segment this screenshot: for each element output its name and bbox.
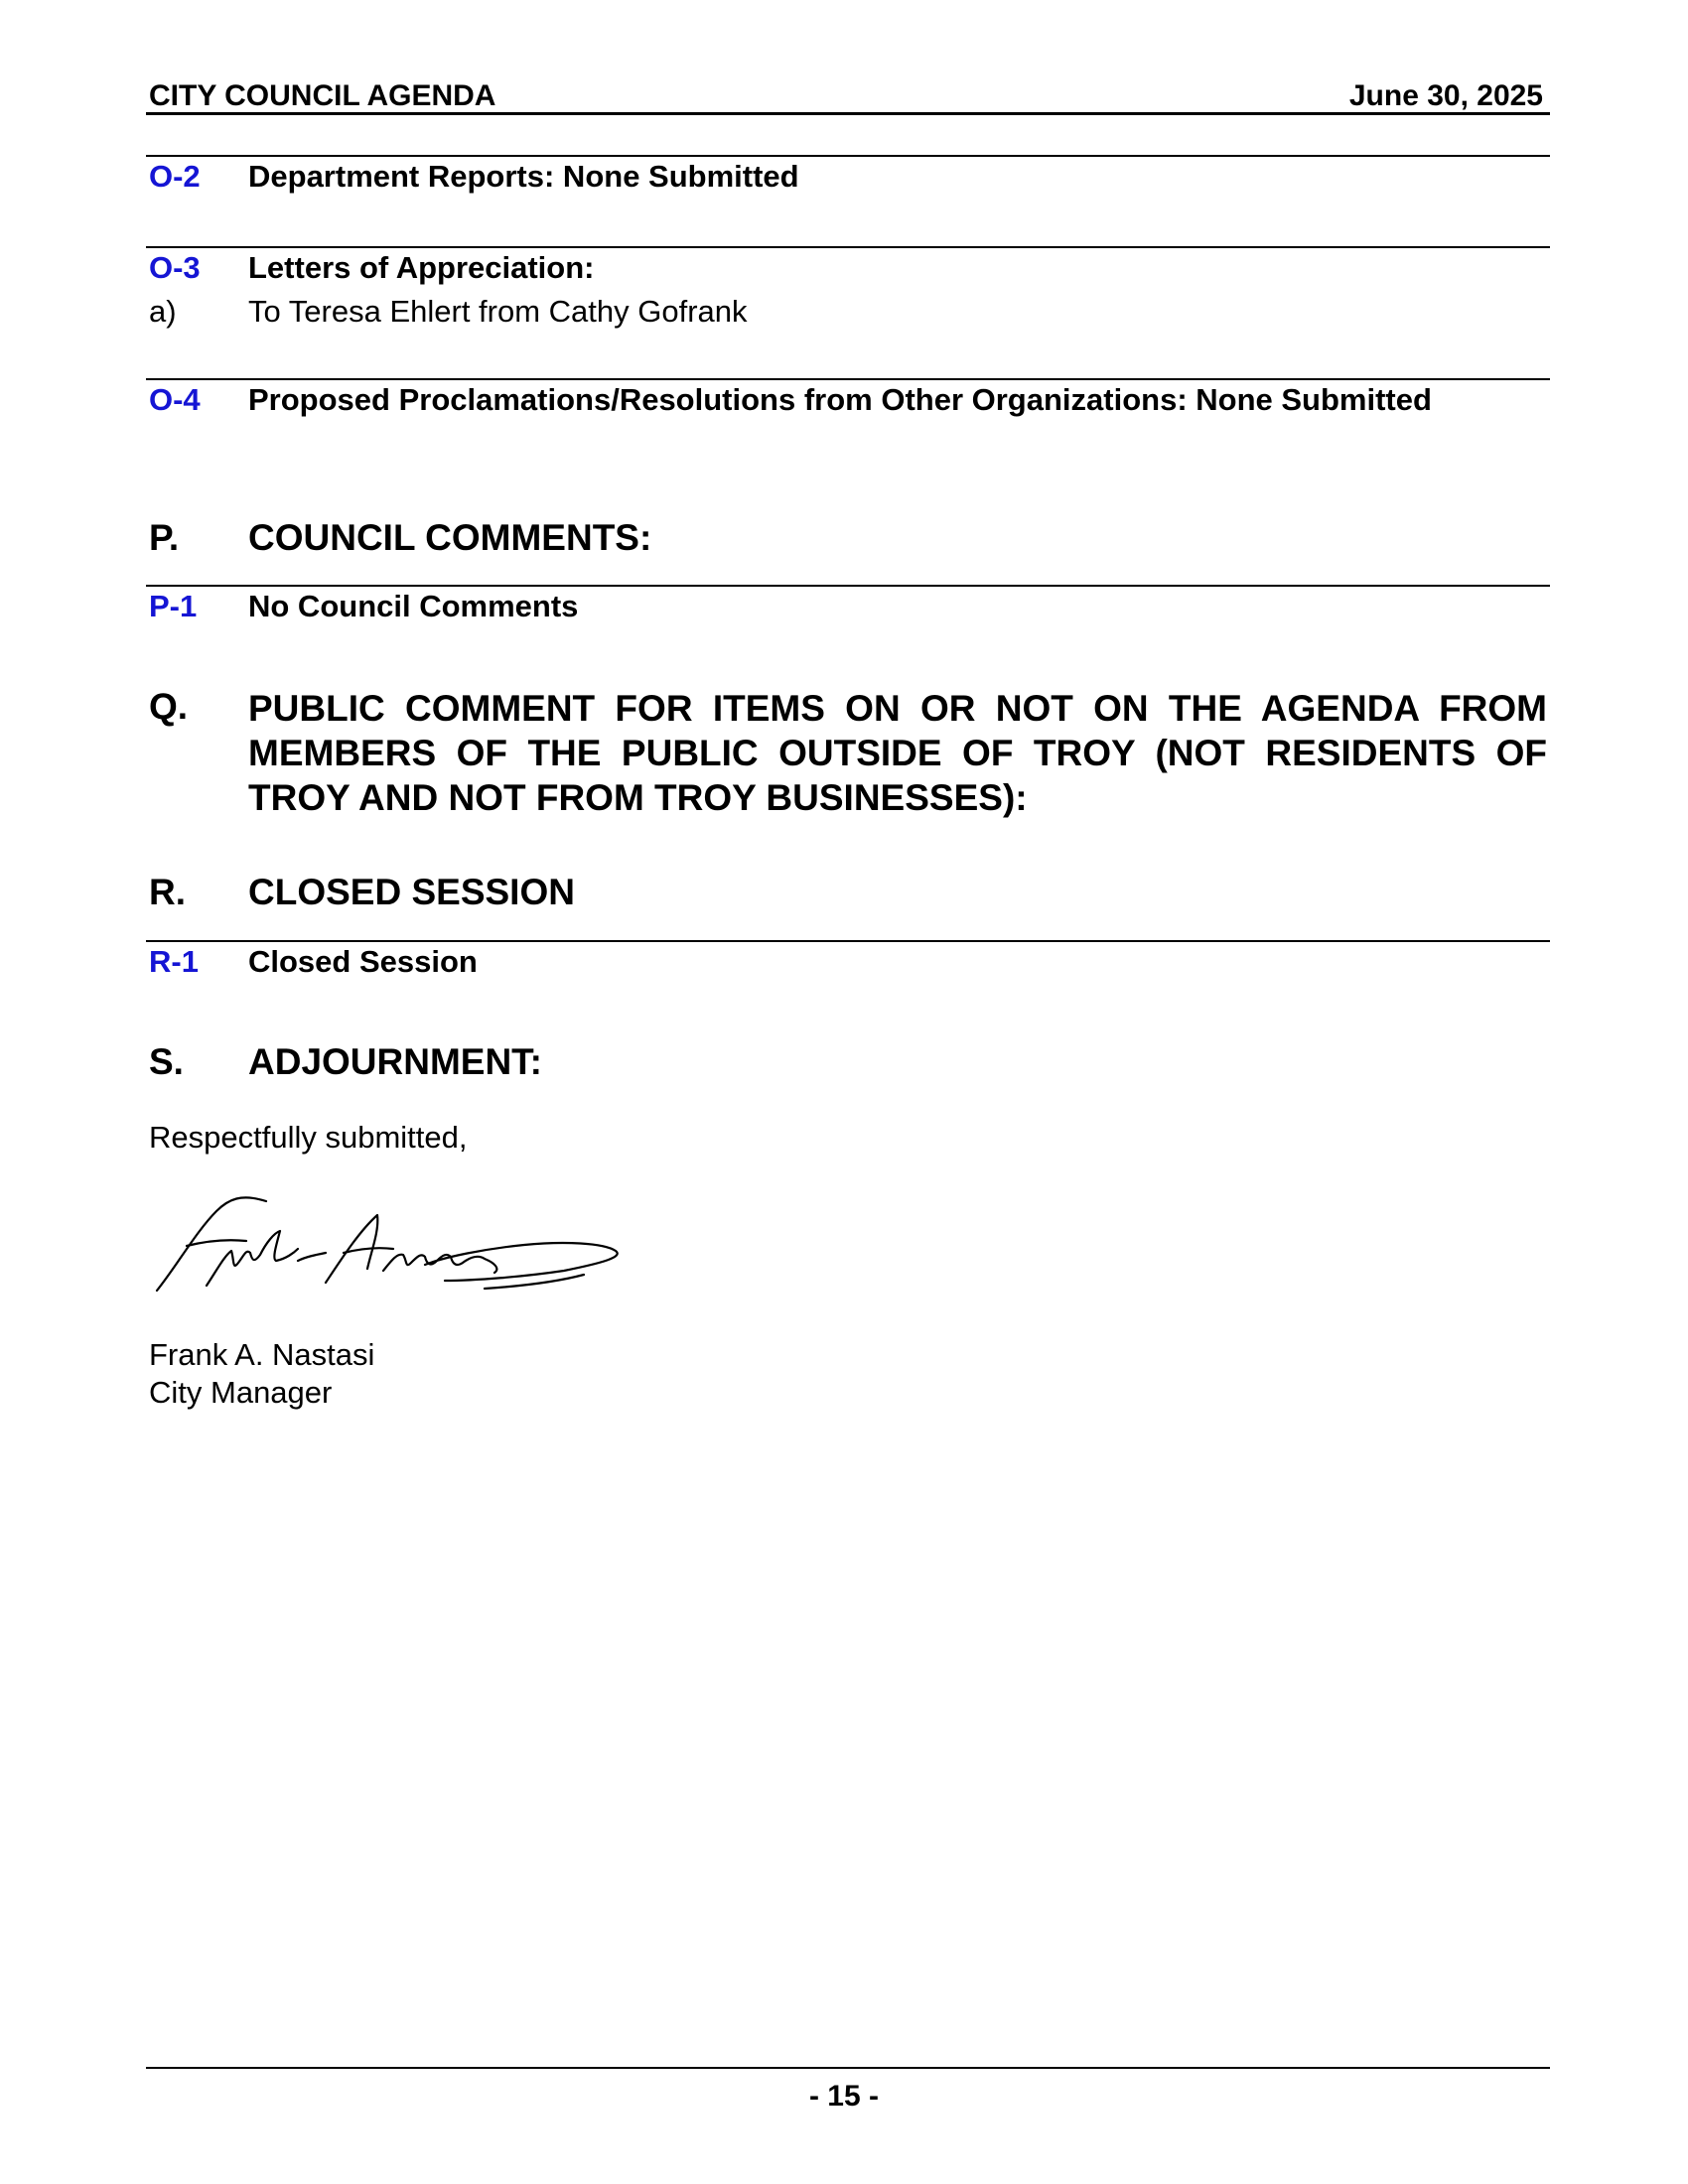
section-title-q-line: PUBLIC COMMENT FOR ITEMS ON OR NOT ON THE AGENDA FROM xyxy=(248,688,1547,729)
signer-name: Frank A. Nastasi xyxy=(149,1337,375,1372)
signature-image xyxy=(147,1191,633,1300)
item-number-r1[interactable]: R-1 xyxy=(149,944,199,979)
section-letter-q: Q. xyxy=(149,686,189,727)
section-title-p: COUNCIL COMMENTS: xyxy=(248,517,652,558)
sub-item-marker: a) xyxy=(149,294,177,329)
section-title-q-line: MEMBERS OF THE PUBLIC OUTSIDE OF TROY (NOT RESIDENTS OF xyxy=(248,733,1547,773)
item-title-o2: Department Reports: None Submitted xyxy=(248,159,799,194)
sub-item-text: To Teresa Ehlert from Cathy Gofrank xyxy=(248,294,748,329)
divider xyxy=(146,940,1550,942)
divider xyxy=(146,155,1550,157)
section-letter-r: R. xyxy=(149,872,186,912)
section-letter-p: P. xyxy=(149,517,180,558)
item-title-o4: Proposed Proclamations/Resolutions from Other Organizations: None Submitted xyxy=(248,382,1432,417)
header-rule xyxy=(146,112,1550,115)
section-title-q-line: TROY AND NOT FROM TROY BUSINESSES): xyxy=(248,777,1028,818)
item-number-o3[interactable]: O-3 xyxy=(149,250,201,285)
item-number-o4[interactable]: O-4 xyxy=(149,382,201,417)
header-title: CITY COUNCIL AGENDA xyxy=(149,79,496,112)
closing-salutation: Respectfully submitted, xyxy=(149,1120,468,1155)
section-title-r: CLOSED SESSION xyxy=(248,872,575,912)
item-title-r1: Closed Session xyxy=(248,944,478,979)
section-title-q xyxy=(248,686,1547,820)
item-number-o2[interactable]: O-2 xyxy=(149,159,201,194)
item-title-o3: Letters of Appreciation: xyxy=(248,250,595,285)
page-number: - 15 - xyxy=(808,2080,880,2113)
signer-role: City Manager xyxy=(149,1375,333,1410)
item-number-p1[interactable]: P-1 xyxy=(149,589,198,623)
header-date: June 30, 2025 xyxy=(1348,79,1543,112)
footer-rule xyxy=(146,2067,1550,2069)
item-title-p1: No Council Comments xyxy=(248,589,579,623)
divider xyxy=(146,246,1550,248)
section-letter-s: S. xyxy=(149,1041,184,1082)
section-title-s: ADJOURNMENT: xyxy=(248,1041,542,1082)
divider xyxy=(146,378,1550,380)
divider xyxy=(146,585,1550,587)
